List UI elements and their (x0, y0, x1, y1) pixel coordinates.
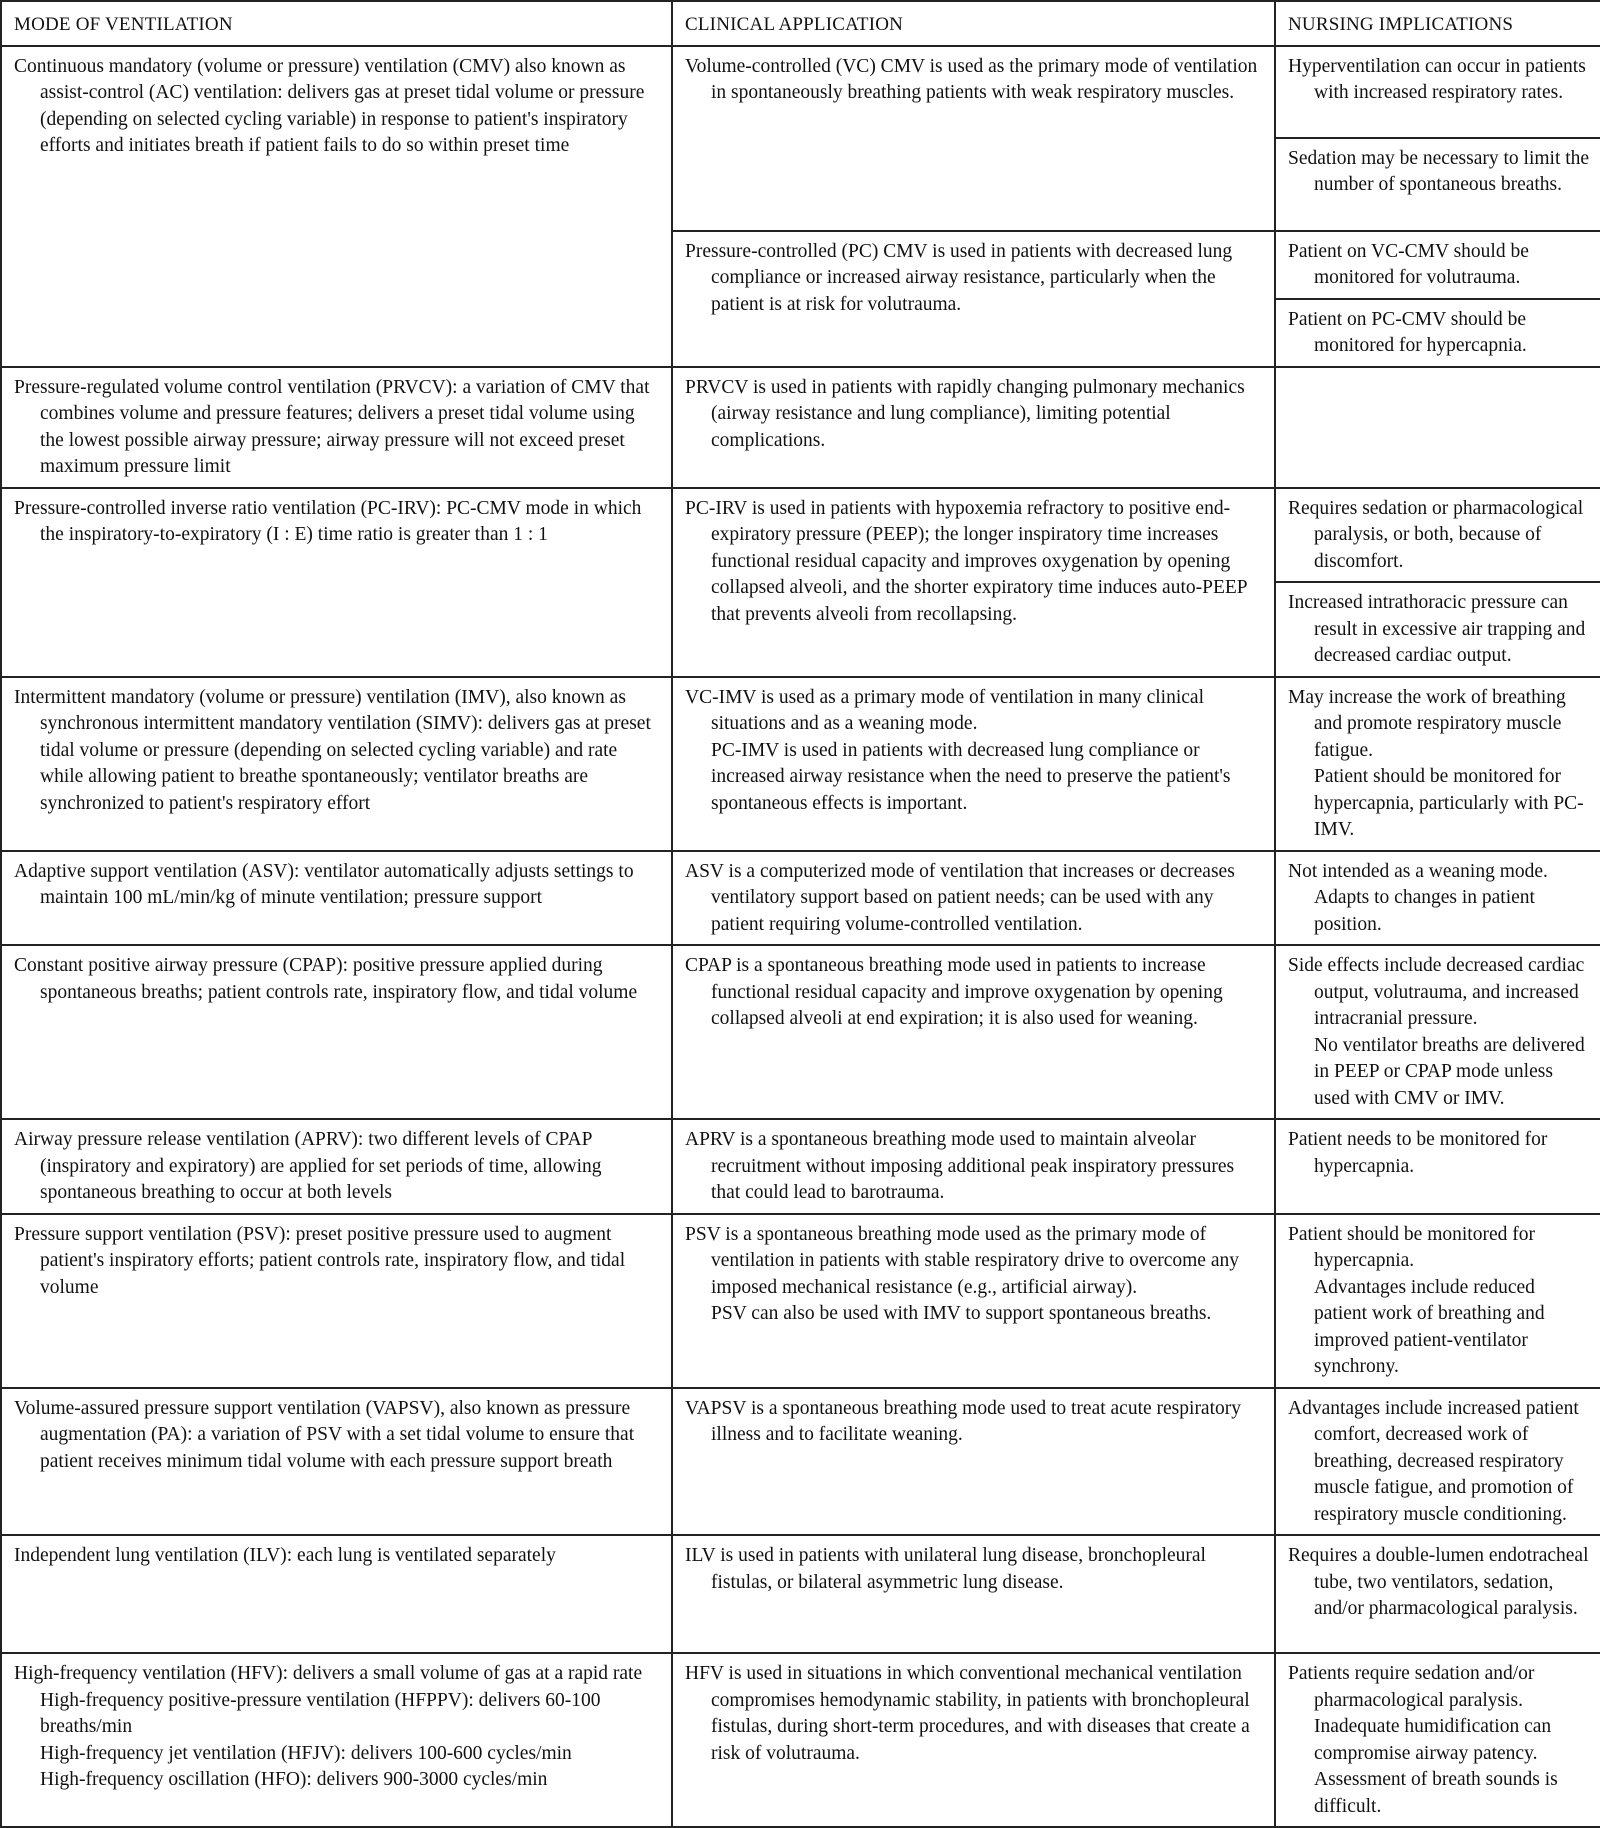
cell-text: High-frequency oscillation (HFO): delivers 900-3000 cycles/min (40, 1769, 548, 1790)
table-row (1, 1214, 1600, 1388)
nursing-cell (1275, 582, 1600, 677)
mode-cell (1, 1535, 672, 1653)
nursing-cell (1275, 1653, 1600, 1827)
mode-cell (1, 677, 672, 851)
nursing-cell (1275, 299, 1600, 367)
header-nursing: NURSING IMPLICATIONS (1275, 1, 1600, 46)
cell-text: Volume-controlled (VC) CMV is used as the primary mode of ventilation in spontaneously breathing patients with weak respiratory muscles. (685, 55, 1258, 103)
cell-text: Independent lung ventilation (ILV): each lung is ventilated separately (14, 1545, 556, 1566)
table-row (1, 46, 1600, 138)
table-row (1, 851, 1600, 946)
nursing-cell (1275, 945, 1600, 1119)
cell-text: HFV is used in situations in which conventional mechanical ventilation compromises hemodynamic stability, in patients with bronchopleural fistulas, during short-term procedures, and with diseases that create a risk of volutrauma. (685, 1663, 1250, 1764)
clinical-cell (672, 488, 1275, 677)
cell-text: Patient should be monitored for hypercapnia. (1288, 1223, 1535, 1271)
cell-text: Constant positive airway pressure (CPAP): positive pressure applied during spontaneous breaths; patient controls rate, inspiratory flow, and tidal volume (14, 955, 638, 1003)
cell-text: APRV is a spontaneous breathing mode used to maintain alveolar recruitment without imposing additional peak inspiratory pressures that could lead to barotrauma. (685, 1129, 1235, 1203)
mode-cell (1, 945, 672, 1119)
cell-text: Continuous mandatory (volume or pressure) ventilation (CMV) also known as assist-control (AC) ventilation: delivers gas at preset tidal volume or pressure (depending on selected cycling variable) in response to patient's inspiratory efforts and initiates breath if patient fails to do so within preset time (14, 55, 645, 156)
cell-text: Patient should be monitored for hypercapnia, particularly with PC-IMV. (1314, 766, 1584, 840)
clinical-cell (672, 677, 1275, 851)
cell-text: Intermittent mandatory (volume or pressure) ventilation (IMV), also known as synchronous intermittent mandatory ventilation (SIMV): delivers gas at preset tidal volume or pressure (depending on selected cycling variable) and rate while allowing patient to breathe spontaneously; ventilator breaths are synchronized to patient's respiratory effort (14, 686, 651, 814)
cell-text: High-frequency ventilation (HFV): delivers a small volume of gas at a rapid rate (14, 1663, 643, 1684)
table-row (1, 1119, 1600, 1214)
table-row (1, 677, 1600, 851)
cell-text: Patient on PC-CMV should be monitored for hypercapnia. (1288, 308, 1527, 356)
table-row (1, 945, 1600, 1119)
cell-text: VAPSV is a spontaneous breathing mode used to treat acute respiratory illness and to facilitate weaning. (685, 1397, 1241, 1445)
cell-text: Airway pressure release ventilation (APRV): two different levels of CPAP (inspiratory and expiratory) are applied for set periods of time, allowing spontaneous breathing to occur at both levels (14, 1129, 602, 1203)
nursing-cell (1275, 677, 1600, 851)
cell-text: Sedation may be necessary to limit the number of spontaneous breaths. (1288, 147, 1590, 195)
mode-cell (1, 46, 672, 367)
cell-text: PC-IMV is used in patients with decreased lung compliance or increased airway resistance when the need to preserve the patient's spontaneous effects is important. (711, 739, 1231, 814)
cell-text: PSV can also be used with IMV to support spontaneous breaths. (711, 1303, 1212, 1324)
cell-text: High-frequency jet ventilation (HFJV): delivers 100-600 cycles/min (40, 1742, 572, 1764)
table-row (1, 1535, 1600, 1653)
cell-text: Advantages include increased patient comfort, decreased work of breathing, decreased respiratory muscle fatigue, and promotion of respiratory muscle conditioning. (1288, 1397, 1579, 1525)
cell-text: PSV is a spontaneous breathing mode used as the primary mode of ventilation in patients with stable respiratory drive to overcome any imposed mechanical resistance (e.g., artificial airway). (685, 1223, 1239, 1298)
clinical-cell (672, 1653, 1275, 1827)
clinical-cell (672, 1119, 1275, 1214)
table-row (1, 488, 1600, 583)
cell-text: Pressure-regulated volume control ventilation (PRVCV): a variation of CMV that combines volume and pressure features; delivers a preset tidal volume using the lowest possible airway pressure; airway pressure will not exceed preset maximum pressure limit (14, 376, 650, 477)
cell-text: Pressure support ventilation (PSV): preset positive pressure used to augment patient's inspiratory efforts; patient controls rate, inspiratory flow, and tidal volume (14, 1223, 626, 1298)
cell-text: Patient needs to be monitored for hypercapnia. (1288, 1129, 1548, 1177)
nursing-cell (1275, 1214, 1600, 1388)
cell-text: Inadequate humidification can compromise airway patency. (1314, 1716, 1552, 1764)
mode-cell (1, 367, 672, 488)
nursing-cell (1275, 138, 1600, 231)
cell-text: Patients require sedation and/or pharmacological paralysis. (1288, 1663, 1535, 1711)
header-row (1, 1, 1600, 46)
header-clinical: CLINICAL APPLICATION (672, 1, 1275, 46)
cell-text: PRVCV is used in patients with rapidly changing pulmonary mechanics (airway resistance and lung compliance), limiting potential complications. (685, 376, 1245, 451)
cell-text: Requires a double-lumen endotracheal tube, two ventilators, sedation, and/or pharmacological paralysis. (1288, 1545, 1589, 1619)
nursing-cell (1275, 1119, 1600, 1214)
cell-text: CPAP is a spontaneous breathing mode used in patients to increase functional residual capacity and improve oxygenation by opening collapsed alveoli at end expiration; it is also used for weaning. (685, 955, 1223, 1029)
clinical-cell (672, 231, 1275, 367)
clinical-cell (672, 367, 1275, 488)
table-row (1, 1388, 1600, 1536)
clinical-cell (672, 1214, 1275, 1388)
clinical-cell (672, 1388, 1275, 1536)
nursing-cell (1275, 1535, 1600, 1653)
cell-text: PC-IRV is used in patients with hypoxemia refractory to positive end-expiratory pressure (PEEP); the longer inspiratory time increases functional residual capacity and improves oxygenation by opening collapsed alveoli, and the shorter expiratory time induces auto-PEEP that prevents alveoli from recollapsing. (685, 497, 1247, 625)
nursing-cell (1275, 851, 1600, 946)
table-row (1, 367, 1600, 488)
cell-text: ASV is a computerized mode of ventilation that increases or decreases ventilatory support based on patient needs; can be used with any patient requiring volume-controlled ventilation. (685, 860, 1235, 935)
cell-text: Assessment of breath sounds is difficult. (1314, 1769, 1558, 1817)
clinical-cell (672, 945, 1275, 1119)
clinical-cell (672, 851, 1275, 946)
header-mode: MODE OF VENTILATION (1, 1, 672, 46)
cell-text: High-frequency positive-pressure ventilation (HFPPV): delivers 60-100 breaths/min (40, 1689, 601, 1737)
mode-cell (1, 488, 672, 677)
cell-text: Advantages include reduced patient work of breathing and improved patient-ventilator synchrony. (1314, 1276, 1545, 1377)
clinical-cell (672, 1535, 1275, 1653)
cell-text: ILV is used in patients with unilateral lung disease, bronchopleural fistulas, or bilateral asymmetric lung disease. (685, 1545, 1206, 1593)
cell-text: Volume-assured pressure support ventilation (VAPSV), also known as pressure augmentation (PA): a variation of PSV with a set tidal volume to ensure that patient receives minimum tidal volume with each pressure support breath (14, 1397, 635, 1472)
nursing-cell (1275, 46, 1600, 138)
mode-cell (1, 1119, 672, 1214)
mode-cell (1, 851, 672, 946)
cell-text: Pressure-controlled inverse ratio ventilation (PC-IRV): PC-CMV mode in which the inspiratory-to-expiratory (I : E) time ratio is greater than 1 : 1 (14, 497, 642, 545)
cell-text: Pressure-controlled (PC) CMV is used in patients with decreased lung compliance or increased airway resistance, particularly when the patient is at risk for volutrauma. (685, 240, 1233, 315)
cell-text: Adaptive support ventilation (ASV): ventilator automatically adjusts settings to maintain 100 mL/min/kg of minute ventilation; pressure support (14, 860, 634, 908)
mode-cell (1, 1653, 672, 1827)
mode-cell (1, 1388, 672, 1536)
cell-text: Adapts to changes in patient position. (1314, 887, 1535, 935)
cell-text: Patient on VC-CMV should be monitored for volutrauma. (1288, 240, 1529, 288)
nursing-cell (1275, 367, 1600, 488)
cell-text: Requires sedation or pharmacological paralysis, or both, because of discomfort. (1288, 497, 1584, 572)
nursing-cell (1275, 488, 1600, 583)
cell-text: Not intended as a weaning mode. (1288, 860, 1548, 882)
cell-text: Hyperventilation can occur in patients with increased respiratory rates. (1288, 55, 1586, 103)
nursing-cell (1275, 1388, 1600, 1536)
nursing-cell (1275, 231, 1600, 299)
cell-text: VC-IMV is used as a primary mode of ventilation in many clinical situations and as a weaning mode. (685, 686, 1204, 734)
mode-cell (1, 1214, 672, 1388)
table-row (1, 1653, 1600, 1827)
cell-text: No ventilator breaths are delivered in PEEP or CPAP mode unless used with CMV or IMV. (1314, 1034, 1585, 1109)
clinical-cell (672, 46, 1275, 231)
cell-text: May increase the work of breathing and promote respiratory muscle fatigue. (1288, 686, 1566, 761)
cell-text: Side effects include decreased cardiac output, volutrauma, and increased intracranial pressure. (1288, 955, 1585, 1029)
cell-text: Increased intrathoracic pressure can result in excessive air trapping and decreased cardiac output. (1288, 592, 1586, 666)
